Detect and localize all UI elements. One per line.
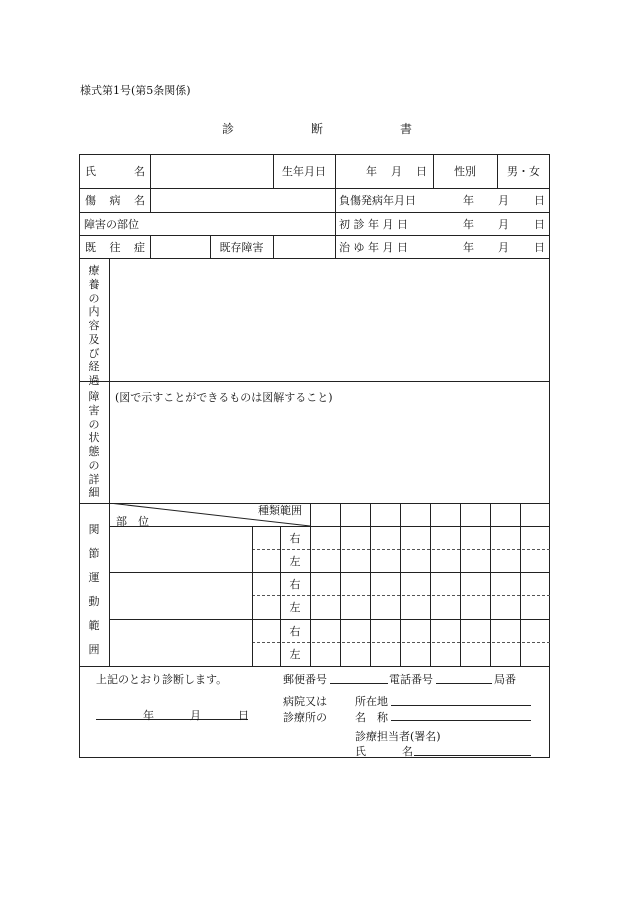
disability-site-field[interactable] [151,213,334,234]
injury-name-field[interactable] [151,189,334,211]
birthdate-field[interactable]: 年 月 日 [366,165,427,178]
rom-col-divider [370,503,371,666]
rom-col-divider [310,503,311,666]
exchange-label: 局番 [494,673,516,686]
rom-col-divider [430,503,431,666]
footer-day: 日 [238,709,249,722]
onset-date-field[interactable]: 年 月 日 [463,194,545,207]
postal-code-field[interactable] [331,670,387,683]
sex-label: 性別 [454,165,476,178]
facility-name-line [391,720,531,721]
range-of-motion-label: 関 節 運 動 範 囲 [88,523,100,656]
condition-note: (図で示すことができるものは図解すること) [115,391,333,404]
medical-history-field[interactable] [151,236,209,257]
title-char-3: 書 [399,122,412,136]
right-side-label: 右 [289,624,301,638]
rom-col-divider [400,503,401,666]
footer-year: 年 [143,709,154,722]
row-divider [79,666,550,667]
part-header: 部 位 [116,515,149,528]
physician-signature-line [414,755,531,756]
phone-label: 電話番号 [389,673,433,686]
document-title [222,120,412,137]
facility-name-label: 名 称 [355,711,388,724]
right-side-label: 右 [289,577,301,591]
cure-date-field[interactable]: 年 月 日 [463,240,545,254]
left-side-label: 左 [289,648,301,661]
existing-disability-field[interactable] [274,236,334,257]
rom-col-divider [340,503,341,666]
rom-col-divider [490,503,491,666]
hospital-label-line1: 病院又は [283,695,327,708]
rom-col-divider [520,503,521,666]
address-label: 所在地 [355,695,388,708]
treatment-field[interactable] [110,259,549,380]
rom-part-field-1[interactable] [110,527,251,571]
rom-col-divider [252,526,253,666]
row-divider [79,381,550,382]
hospital-label-line2: 診療所の [283,711,327,724]
condition-field[interactable] [110,404,549,502]
certification-statement: 上記のとおり診断します。 [96,673,228,686]
name-label: 氏 名 [85,165,145,178]
address-field[interactable] [392,692,530,705]
attending-physician-label: 診療担当者(署名) [355,730,441,743]
address-line [391,705,531,706]
left-side-label: 左 [289,601,301,614]
rom-part-field-3[interactable] [110,620,251,665]
cure-date-label: 治 ゆ 年 月 日 [339,240,408,254]
rom-col-divider [460,503,461,666]
physician-signature-field[interactable] [415,741,530,755]
phone-field[interactable] [437,670,491,683]
title-char-1: 診 [222,122,235,136]
date-signature-line [96,719,248,720]
phone-line [436,683,492,684]
onset-date-label: 負傷発病年月日 [339,194,416,207]
name-field[interactable] [151,155,272,187]
facility-name-field[interactable] [392,707,530,720]
kind-range-header: 種類範囲 [258,504,302,517]
form-number: 様式第1号(第5条関係) [80,84,191,97]
condition-details-label: 障 害 の 状 態 の 詳 細 [88,390,100,500]
footer-month: 月 [190,709,201,722]
birthdate-label: 生年月日 [282,165,326,178]
certification-date-field[interactable] [100,700,248,718]
first-visit-label: 初 診 年 月 日 [339,217,408,231]
disability-site-label: 障害の部位 [84,217,139,231]
medical-history-label: 既 往 症 [85,240,145,254]
sex-selector[interactable]: 男・女 [507,165,540,178]
left-side-label: 左 [289,554,301,568]
postal-code-line [330,683,388,684]
treatment-label: 療 養 の 内 容 及 び 経 過 [88,264,100,387]
injury-name-label: 傷 病 名 [85,194,145,207]
postal-code-label: 郵便番号 [283,673,327,686]
existing-disability-label: 既存障害 [219,240,264,254]
right-side-label: 右 [289,531,301,545]
rom-part-field-2[interactable] [110,573,251,618]
title-char-2: 断 [310,122,323,136]
first-visit-field[interactable]: 年 月 日 [463,217,545,231]
